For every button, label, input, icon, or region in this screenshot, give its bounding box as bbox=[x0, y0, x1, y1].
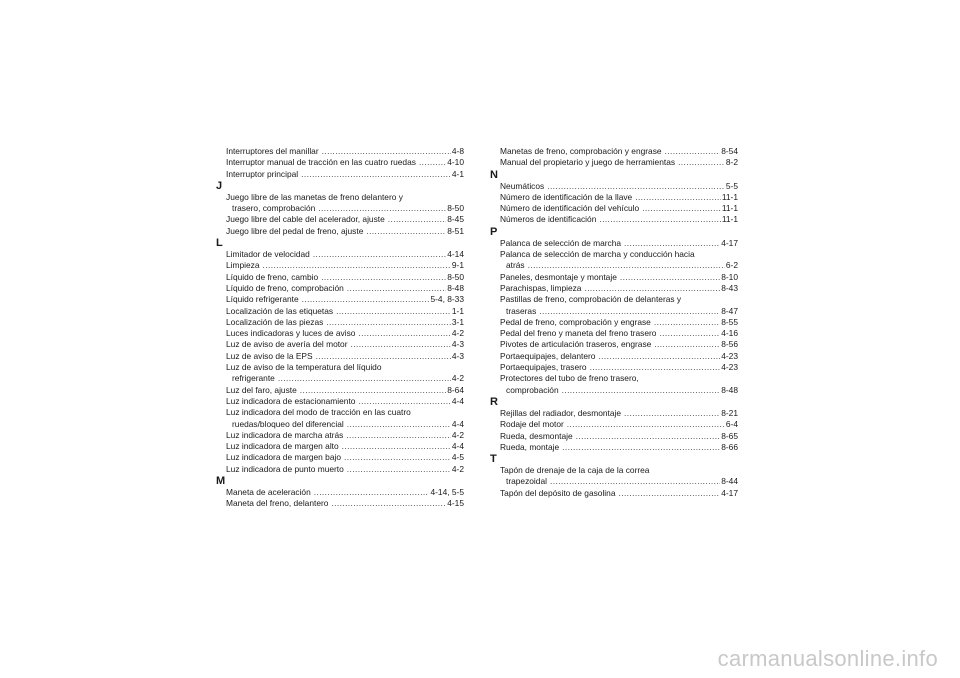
index-entry-text: Rejillas del radiador, desmontaje bbox=[500, 407, 622, 418]
dot-leader bbox=[624, 238, 720, 249]
index-page-number: 4-14 bbox=[447, 249, 464, 260]
index-entry-text: Protectores del tubo de freno trasero, bbox=[500, 373, 639, 384]
index-entry-text: Luz indicadora de margen bajo bbox=[226, 452, 342, 463]
index-page-number: 8-54 bbox=[721, 146, 738, 156]
dot-leader bbox=[576, 431, 721, 442]
index-page-number: 4-8 bbox=[451, 146, 464, 156]
index-page-number: 11-1 bbox=[721, 203, 738, 214]
index-entry bbox=[216, 157, 464, 168]
index-page-number: 4-1 bbox=[451, 168, 464, 179]
index-entry-text: Número de identificación del vehículo bbox=[500, 203, 640, 214]
index-entry bbox=[490, 157, 738, 168]
dot-leader bbox=[567, 419, 725, 430]
index-entry bbox=[216, 441, 464, 452]
index-letter-heading: R bbox=[490, 395, 498, 408]
index-letter-heading: L bbox=[216, 237, 223, 250]
index-page-number: 1-1 bbox=[451, 305, 464, 316]
dot-leader bbox=[618, 488, 720, 499]
index-entry bbox=[490, 373, 738, 396]
index-entry-text: Interruptor manual de tracción en las cuatro ruedas bbox=[226, 157, 416, 168]
index-letter-heading: J bbox=[216, 179, 223, 192]
index-page-number: 4-4 bbox=[451, 418, 464, 429]
index-page-number: 8-51 bbox=[447, 225, 464, 236]
index-page-number: 5-5 bbox=[725, 180, 738, 191]
index-page-number: 8-45 bbox=[447, 214, 464, 225]
dot-leader bbox=[659, 328, 720, 339]
index-entry bbox=[216, 452, 464, 463]
index-entry bbox=[216, 260, 464, 271]
dot-leader bbox=[347, 419, 451, 430]
index-page-number: 4-2 bbox=[451, 429, 464, 440]
dot-leader bbox=[346, 430, 451, 441]
index-page-number: 4-17 bbox=[721, 237, 738, 248]
index-page-number: 8-47 bbox=[721, 305, 738, 316]
index-entry-text: Pastillas de freno, comprobación de delanteras y bbox=[500, 294, 682, 305]
index-entry bbox=[216, 487, 464, 498]
index-entry-text: Pivotes de articulación traseros, engrase bbox=[500, 339, 652, 350]
dot-leader bbox=[654, 317, 720, 328]
index-page-number: 11-1 bbox=[721, 214, 738, 225]
dot-leader bbox=[314, 487, 430, 498]
dot-leader bbox=[358, 396, 450, 407]
index-entry-text: Líquido de freno, cambio bbox=[226, 271, 319, 282]
index-entry bbox=[216, 169, 464, 180]
dot-leader bbox=[321, 272, 446, 283]
index-entry bbox=[216, 430, 464, 441]
index-page-number: 4-10 bbox=[447, 157, 464, 168]
index-entry bbox=[490, 238, 738, 249]
index-page-number: 8-44 bbox=[721, 476, 738, 487]
index-entry-text: Pedal de freno, comprobación y engrase bbox=[500, 316, 651, 327]
dot-leader bbox=[278, 373, 451, 384]
dot-leader bbox=[654, 339, 720, 350]
index-entry bbox=[216, 146, 464, 157]
index-entry-text: Pedal del freno y maneta del freno trasero bbox=[500, 328, 657, 339]
index-page-number: 4-14, 5-5 bbox=[430, 487, 464, 498]
index-entry-text: Localización de las etiquetas bbox=[226, 305, 334, 316]
index-entry bbox=[216, 498, 464, 509]
index-page-number: 4-3 bbox=[451, 339, 464, 350]
dot-leader bbox=[539, 306, 720, 317]
index-entry-text: Palanca de selección de marcha y conducción hacia bbox=[500, 249, 695, 260]
index-entry-text: comprobación bbox=[506, 384, 559, 395]
index-entry-text: trasero, comprobación bbox=[232, 203, 316, 214]
index-letter-heading: T bbox=[490, 453, 497, 466]
dot-leader bbox=[584, 283, 720, 294]
index-entry-text: Líquido refrigerante bbox=[226, 294, 299, 305]
index-entry-text: Maneta del freno, delantero bbox=[226, 498, 329, 509]
watermark: carmanualsonline.info bbox=[717, 646, 938, 671]
index-entry bbox=[216, 317, 464, 328]
index-entry bbox=[216, 464, 464, 475]
dot-leader bbox=[300, 385, 446, 396]
index-entry-text: Manetas de freno, comprobación y engrase bbox=[500, 146, 662, 156]
index-entry bbox=[490, 488, 738, 499]
dot-leader bbox=[331, 498, 446, 509]
index-page-number: 8-66 bbox=[721, 441, 738, 452]
index-entry bbox=[216, 294, 464, 305]
dot-leader bbox=[344, 452, 451, 463]
index-letter-heading: N bbox=[490, 168, 498, 181]
index-column-right bbox=[490, 146, 738, 499]
index-entry bbox=[490, 362, 738, 373]
index-entry-text: Rueda, montaje bbox=[500, 441, 560, 452]
index-entry-text: refrigerante bbox=[232, 373, 275, 384]
index-page-number: 4-5 bbox=[451, 452, 464, 463]
dot-leader bbox=[624, 408, 720, 419]
index-page-number: 3-1 bbox=[451, 316, 464, 327]
dot-leader bbox=[347, 464, 451, 475]
index-entry-text: Luz indicadora de punto muerto bbox=[226, 463, 344, 474]
index-entry-text: Luz indicadora de margen alto bbox=[226, 441, 339, 452]
index-page-number: 8-10 bbox=[721, 271, 738, 282]
index-entry bbox=[490, 294, 738, 317]
index-entry-text: Limpieza bbox=[226, 260, 260, 271]
index-entry bbox=[490, 214, 738, 225]
index-entry bbox=[216, 192, 464, 215]
dot-leader bbox=[550, 476, 720, 487]
index-entry-text: Portaequipajes, delantero bbox=[500, 350, 596, 361]
index-column-left bbox=[216, 146, 464, 510]
index-entry bbox=[490, 339, 738, 350]
index-page-number: 6-2 bbox=[725, 260, 738, 271]
index-page-number: 8-50 bbox=[447, 271, 464, 282]
index-entry bbox=[216, 396, 464, 407]
dot-leader bbox=[318, 203, 446, 214]
index-entry bbox=[490, 431, 738, 442]
index-entry bbox=[490, 351, 738, 362]
index-entry bbox=[216, 385, 464, 396]
index-entry-text: Juego libre del pedal de freno, ajuste bbox=[226, 225, 364, 236]
index-entry-text: Portaequipajes, trasero bbox=[500, 362, 587, 373]
index-entry-text: Paneles, desmontaje y montaje bbox=[500, 271, 617, 282]
index-page-number: 4-4 bbox=[451, 441, 464, 452]
index-page-number: 4-16 bbox=[721, 328, 738, 339]
index-entry bbox=[490, 283, 738, 294]
dot-leader bbox=[342, 441, 451, 452]
index-page-number: 8-65 bbox=[721, 430, 738, 441]
dot-leader bbox=[528, 260, 725, 271]
index-entry-text: Interruptor principal bbox=[226, 168, 299, 179]
index-page-number: 6-4 bbox=[725, 419, 738, 430]
index-letter-heading: M bbox=[216, 475, 226, 488]
index-entry bbox=[490, 328, 738, 339]
dot-leader bbox=[547, 181, 725, 192]
dot-leader bbox=[419, 157, 446, 168]
index-entry-text: Luz indicadora de estacionamiento bbox=[226, 395, 356, 406]
index-letter-heading: P bbox=[490, 225, 498, 238]
index-entry-text: Número de identificación de la llave bbox=[500, 191, 633, 202]
dot-leader bbox=[336, 306, 451, 317]
index-page-number: 8-2 bbox=[725, 157, 738, 168]
index-entry bbox=[216, 339, 464, 350]
index-page-number: 4-4 bbox=[451, 395, 464, 406]
dot-leader bbox=[313, 249, 446, 260]
index-page-number: 11-1 bbox=[721, 191, 738, 202]
index-entry-text: Líquido de freno, comprobación bbox=[226, 282, 344, 293]
index-entry bbox=[490, 419, 738, 430]
dot-leader bbox=[590, 362, 721, 373]
dot-leader bbox=[678, 157, 725, 168]
index-entry bbox=[490, 146, 738, 157]
dot-leader bbox=[388, 214, 446, 225]
index-page-number: 8-48 bbox=[447, 282, 464, 293]
index-entry bbox=[216, 328, 464, 339]
index-entry-text: Rodaje del motor bbox=[500, 419, 564, 430]
index-entry-text: Localización de las piezas bbox=[226, 316, 324, 327]
dot-leader bbox=[635, 192, 721, 203]
dot-leader bbox=[302, 294, 430, 305]
dot-leader bbox=[562, 442, 720, 453]
index-entry bbox=[216, 283, 464, 294]
index-entry bbox=[216, 226, 464, 237]
index-page-number: 8-43 bbox=[721, 282, 738, 293]
dot-leader bbox=[326, 317, 451, 328]
index-entry bbox=[216, 351, 464, 362]
index-entry bbox=[490, 442, 738, 453]
index-entry-text: Juego libre del cable del acelerador, ajuste bbox=[226, 214, 385, 225]
index-entry bbox=[490, 181, 738, 192]
dot-leader bbox=[665, 146, 721, 157]
dot-leader bbox=[620, 272, 720, 283]
index-entry-text: Luz indicadora del modo de tracción en las cuatro bbox=[226, 407, 411, 418]
dot-leader bbox=[322, 146, 451, 157]
index-entry bbox=[490, 408, 738, 419]
index-entry-text: Rueda, desmontaje bbox=[500, 430, 573, 441]
index-page-number: 4-17 bbox=[721, 487, 738, 498]
index-entry bbox=[216, 407, 464, 430]
index-page-number: 8-50 bbox=[447, 203, 464, 214]
index-page-number: 4-2 bbox=[451, 373, 464, 384]
dot-leader bbox=[366, 226, 446, 237]
index-entry-text: Limitador de velocidad bbox=[226, 249, 310, 260]
index-entry-text: Números de identificación bbox=[500, 214, 597, 225]
index-page-number: 8-21 bbox=[721, 407, 738, 418]
dot-leader bbox=[599, 214, 720, 225]
index-page-number: 8-64 bbox=[447, 384, 464, 395]
index-entry bbox=[216, 272, 464, 283]
index-entry-text: Luz indicadora de marcha atrás bbox=[226, 429, 344, 440]
index-page-number: 8-56 bbox=[721, 339, 738, 350]
index-entry bbox=[490, 203, 738, 214]
index-entry bbox=[216, 249, 464, 260]
index-entry-text: Luces indicadoras y luces de aviso bbox=[226, 328, 356, 339]
index-page-number: 4-2 bbox=[451, 463, 464, 474]
index-entry-text: ruedas/bloqueo del diferencial bbox=[232, 418, 344, 429]
index-entry bbox=[216, 214, 464, 225]
index-entry-text: Neumáticos bbox=[500, 180, 545, 191]
dot-leader bbox=[642, 203, 721, 214]
index-entry bbox=[216, 362, 464, 385]
index-page-number: 4-3 bbox=[451, 350, 464, 361]
index-entry-text: Palanca de selección de marcha bbox=[500, 237, 622, 248]
index-entry-text: trapezoidal bbox=[506, 476, 547, 487]
index-page-number: 4-2 bbox=[451, 328, 464, 339]
dot-leader bbox=[358, 328, 450, 339]
index-page-number: 4-15 bbox=[447, 498, 464, 509]
index-entry-text: Tapón del depósito de gasolina bbox=[500, 487, 616, 498]
index-entry bbox=[490, 192, 738, 203]
dot-leader bbox=[351, 339, 451, 350]
index-entry-text: Maneta de aceleración bbox=[226, 487, 311, 498]
index-page-number: 8-48 bbox=[721, 384, 738, 395]
dot-leader bbox=[562, 385, 721, 396]
index-entry-text: atrás bbox=[506, 260, 525, 271]
index-entry bbox=[490, 465, 738, 488]
index-page-number: 9-1 bbox=[451, 260, 464, 271]
index-entry-text: Luz del faro, ajuste bbox=[226, 384, 297, 395]
index-entry-text: Tapón de drenaje de la caja de la correa bbox=[500, 465, 650, 476]
index-entry-text: Juego libre de las manetas de freno delantero y bbox=[226, 191, 403, 202]
index-entry-text: Luz de aviso de la EPS bbox=[226, 350, 313, 361]
dot-leader bbox=[316, 351, 451, 362]
index-entry bbox=[490, 249, 738, 272]
index-entry-text: Interruptores del manillar bbox=[226, 146, 319, 156]
index-page-number: 5-4, 8-33 bbox=[430, 294, 464, 305]
dot-leader bbox=[598, 351, 720, 362]
index-entry bbox=[216, 306, 464, 317]
index-entry-text: Parachispas, limpieza bbox=[500, 282, 582, 293]
dot-leader bbox=[347, 283, 446, 294]
dot-leader bbox=[263, 260, 451, 271]
index-page-number: 8-55 bbox=[721, 316, 738, 327]
index-entry bbox=[490, 272, 738, 283]
index-entry-text: Luz de aviso de la temperatura del líquido bbox=[226, 362, 382, 373]
index-entry-text: Luz de aviso de avería del motor bbox=[226, 339, 348, 350]
dot-leader bbox=[301, 169, 451, 180]
index-entry-text: traseras bbox=[506, 305, 537, 316]
index-entry bbox=[490, 317, 738, 328]
index-page-number: 4-23 bbox=[721, 362, 738, 373]
index-entry-text: Manual del propietario y juego de herramientas bbox=[500, 157, 676, 168]
index-page-number: 4-23 bbox=[721, 350, 738, 361]
